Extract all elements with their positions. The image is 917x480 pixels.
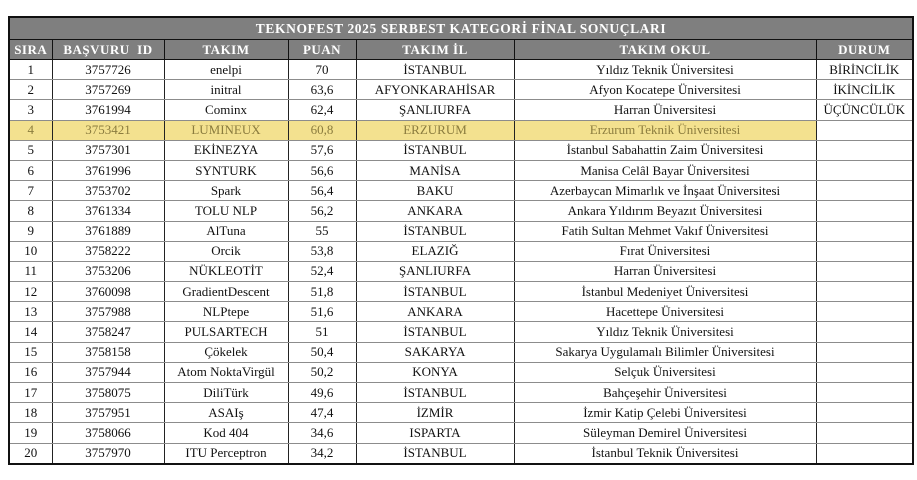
cell-puan: 70 [288, 60, 356, 80]
cell-takim: TOLU NLP [164, 201, 288, 221]
cell-takim-il: ERZURUM [356, 120, 514, 140]
cell-basvuru-id: 3757726 [52, 60, 164, 80]
cell-sira: 16 [9, 362, 52, 382]
cell-takim-il: İSTANBUL [356, 383, 514, 403]
cell-basvuru-id: 3758158 [52, 342, 164, 362]
cell-basvuru-id: 3761996 [52, 160, 164, 180]
cell-takim-okul: İstanbul Teknik Üniversitesi [514, 443, 816, 464]
table-row [9, 60, 913, 80]
cell-puan: 62,4 [288, 100, 356, 120]
cell-takim-il: AFYONKARAHİSAR [356, 80, 514, 100]
cell-sira: 7 [9, 181, 52, 201]
cell-takim-okul: Harran Üniversitesi [514, 261, 816, 281]
cell-takim: ITU Perceptron [164, 443, 288, 464]
cell-puan: 51,6 [288, 302, 356, 322]
cell-durum [816, 342, 913, 362]
cell-takim-okul: Fırat Üniversitesi [514, 241, 816, 261]
cell-durum [816, 261, 913, 281]
header-durum: DURUM [816, 40, 913, 60]
cell-takim: SYNTURK [164, 160, 288, 180]
cell-puan: 63,6 [288, 80, 356, 100]
header-takim: TAKIM [164, 40, 288, 60]
table-row [9, 342, 913, 362]
cell-takim-okul: İzmir Katip Çelebi Üniversitesi [514, 403, 816, 423]
header-puan: PUAN [288, 40, 356, 60]
cell-durum [816, 221, 913, 241]
cell-basvuru-id: 3757269 [52, 80, 164, 100]
cell-takim-il: ISPARTA [356, 423, 514, 443]
cell-puan: 34,6 [288, 423, 356, 443]
cell-durum [816, 403, 913, 423]
cell-takim-okul: İstanbul Sabahattin Zaim Üniversitesi [514, 140, 816, 160]
cell-basvuru-id: 3757944 [52, 362, 164, 382]
cell-takim-okul: Ankara Yıldırım Beyazıt Üniversitesi [514, 201, 816, 221]
cell-takim: Kod 404 [164, 423, 288, 443]
cell-durum [816, 443, 913, 464]
cell-takim-il: BAKU [356, 181, 514, 201]
cell-basvuru-id: 3758075 [52, 383, 164, 403]
cell-puan: 56,4 [288, 181, 356, 201]
cell-takim-okul: Fatih Sultan Mehmet Vakıf Üniversitesi [514, 221, 816, 241]
cell-basvuru-id: 3753702 [52, 181, 164, 201]
table-row [9, 302, 913, 322]
cell-takim: DiliTürk [164, 383, 288, 403]
cell-basvuru-id: 3761334 [52, 201, 164, 221]
cell-takim-il: ELAZIĞ [356, 241, 514, 261]
cell-durum [816, 241, 913, 261]
cell-takim-il: İSTANBUL [356, 221, 514, 241]
cell-takim-il: ANKARA [356, 201, 514, 221]
cell-takim-okul: Bahçeşehir Üniversitesi [514, 383, 816, 403]
cell-takim-okul: Afyon Kocatepe Üniversitesi [514, 80, 816, 100]
cell-basvuru-id: 3757301 [52, 140, 164, 160]
cell-sira: 15 [9, 342, 52, 362]
cell-durum [816, 181, 913, 201]
cell-basvuru-id: 3757988 [52, 302, 164, 322]
cell-puan: 53,8 [288, 241, 356, 261]
cell-durum [816, 423, 913, 443]
cell-basvuru-id: 3758222 [52, 241, 164, 261]
cell-takim-il: İSTANBUL [356, 282, 514, 302]
cell-sira: 10 [9, 241, 52, 261]
cell-takim: NLPtepe [164, 302, 288, 322]
cell-takim: Cominx [164, 100, 288, 120]
cell-sira: 2 [9, 80, 52, 100]
cell-puan: 52,4 [288, 261, 356, 281]
cell-takim-okul: Süleyman Demirel Üniversitesi [514, 423, 816, 443]
table-row [9, 120, 913, 140]
cell-durum [816, 120, 913, 140]
table-row [9, 423, 913, 443]
cell-durum [816, 383, 913, 403]
cell-basvuru-id: 3753421 [52, 120, 164, 140]
table-row [9, 362, 913, 382]
cell-takim-okul: Yıldız Teknik Üniversitesi [514, 322, 816, 342]
cell-takim-il: İZMİR [356, 403, 514, 423]
cell-takim-il: İSTANBUL [356, 443, 514, 464]
cell-takim-il: İSTANBUL [356, 60, 514, 80]
header-takim-okul: TAKIM OKUL [514, 40, 816, 60]
title-row [9, 17, 913, 40]
cell-takim-okul: Harran Üniversitesi [514, 100, 816, 120]
table-row [9, 100, 913, 120]
header-sira: SIRA [9, 40, 52, 60]
cell-durum [816, 362, 913, 382]
cell-puan: 51,8 [288, 282, 356, 302]
cell-takim: GradientDescent [164, 282, 288, 302]
cell-sira: 12 [9, 282, 52, 302]
cell-durum: ÜÇÜNCÜLÜK [816, 100, 913, 120]
results-table [8, 16, 914, 465]
table-row [9, 181, 913, 201]
cell-takim: ASAIş [164, 403, 288, 423]
table-row [9, 282, 913, 302]
cell-sira: 18 [9, 403, 52, 423]
cell-puan: 55 [288, 221, 356, 241]
cell-takim-okul: Azerbaycan Mimarlık ve İnşaat Üniversitesi [514, 181, 816, 201]
table-row [9, 241, 913, 261]
table-row [9, 383, 913, 403]
header-basvuru-id: BAŞVURU ID [52, 40, 164, 60]
cell-sira: 4 [9, 120, 52, 140]
cell-puan: 56,6 [288, 160, 356, 180]
cell-durum [816, 140, 913, 160]
table-row [9, 80, 913, 100]
cell-basvuru-id: 3757970 [52, 443, 164, 464]
table-row [9, 403, 913, 423]
cell-takim: Atom NoktaVirgül [164, 362, 288, 382]
cell-puan: 56,2 [288, 201, 356, 221]
header-takim-il: TAKIM İL [356, 40, 514, 60]
cell-durum: İKİNCİLİK [816, 80, 913, 100]
cell-basvuru-id: 3761994 [52, 100, 164, 120]
cell-takim: Spark [164, 181, 288, 201]
cell-durum [816, 302, 913, 322]
cell-sira: 9 [9, 221, 52, 241]
cell-puan: 50,2 [288, 362, 356, 382]
cell-takim-il: SAKARYA [356, 342, 514, 362]
cell-sira: 3 [9, 100, 52, 120]
cell-sira: 11 [9, 261, 52, 281]
table-row [9, 443, 913, 464]
cell-takim-okul: İstanbul Medeniyet Üniversitesi [514, 282, 816, 302]
cell-takim-okul: Selçuk Üniversitesi [514, 362, 816, 382]
cell-sira: 17 [9, 383, 52, 403]
cell-basvuru-id: 3761889 [52, 221, 164, 241]
cell-basvuru-id: 3758247 [52, 322, 164, 342]
table-row [9, 261, 913, 281]
cell-durum [816, 160, 913, 180]
cell-puan: 57,6 [288, 140, 356, 160]
table-row [9, 160, 913, 180]
cell-sira: 14 [9, 322, 52, 342]
cell-takim-okul: Sakarya Uygulamalı Bilimler Üniversitesi [514, 342, 816, 362]
cell-takim: NÜKLEOTİT [164, 261, 288, 281]
cell-sira: 6 [9, 160, 52, 180]
cell-sira: 13 [9, 302, 52, 322]
cell-takim-il: ŞANLIURFA [356, 261, 514, 281]
cell-takim: Orcik [164, 241, 288, 261]
cell-sira: 19 [9, 423, 52, 443]
cell-durum [816, 201, 913, 221]
cell-takim-il: KONYA [356, 362, 514, 382]
cell-durum: BİRİNCİLİK [816, 60, 913, 80]
cell-takim: PULSARTECH [164, 322, 288, 342]
cell-takim-okul: Yıldız Teknik Üniversitesi [514, 60, 816, 80]
cell-durum [816, 322, 913, 342]
cell-takim: enelpi [164, 60, 288, 80]
cell-takim: LUMINEUX [164, 120, 288, 140]
table-body [9, 60, 913, 464]
cell-puan: 34,2 [288, 443, 356, 464]
table-row [9, 221, 913, 241]
cell-puan: 50,4 [288, 342, 356, 362]
cell-puan: 49,6 [288, 383, 356, 403]
cell-takim-il: ANKARA [356, 302, 514, 322]
table-row [9, 322, 913, 342]
cell-basvuru-id: 3760098 [52, 282, 164, 302]
table-row [9, 201, 913, 221]
cell-basvuru-id: 3758066 [52, 423, 164, 443]
cell-takim: Çökelek [164, 342, 288, 362]
cell-durum [816, 282, 913, 302]
cell-sira: 20 [9, 443, 52, 464]
cell-basvuru-id: 3757951 [52, 403, 164, 423]
cell-takim-okul: Hacettepe Üniversitesi [514, 302, 816, 322]
cell-takim-okul: Erzurum Teknik Üniversitesi [514, 120, 816, 140]
cell-puan: 60,8 [288, 120, 356, 140]
cell-takim-okul: Manisa Celâl Bayar Üniversitesi [514, 160, 816, 180]
cell-takim: AlTuna [164, 221, 288, 241]
column-header-row [9, 40, 913, 60]
cell-basvuru-id: 3753206 [52, 261, 164, 281]
cell-takim-il: İSTANBUL [356, 140, 514, 160]
cell-takim: EKİNEZYA [164, 140, 288, 160]
cell-takim-il: MANİSA [356, 160, 514, 180]
table-row [9, 140, 913, 160]
cell-puan: 51 [288, 322, 356, 342]
cell-puan: 47,4 [288, 403, 356, 423]
cell-takim-il: ŞANLIURFA [356, 100, 514, 120]
cell-sira: 5 [9, 140, 52, 160]
cell-sira: 8 [9, 201, 52, 221]
cell-takim: initral [164, 80, 288, 100]
cell-takim-il: İSTANBUL [356, 322, 514, 342]
cell-sira: 1 [9, 60, 52, 80]
table-title: TEKNOFEST 2025 SERBEST KATEGORİ FİNAL SONUÇLARI [9, 17, 913, 40]
